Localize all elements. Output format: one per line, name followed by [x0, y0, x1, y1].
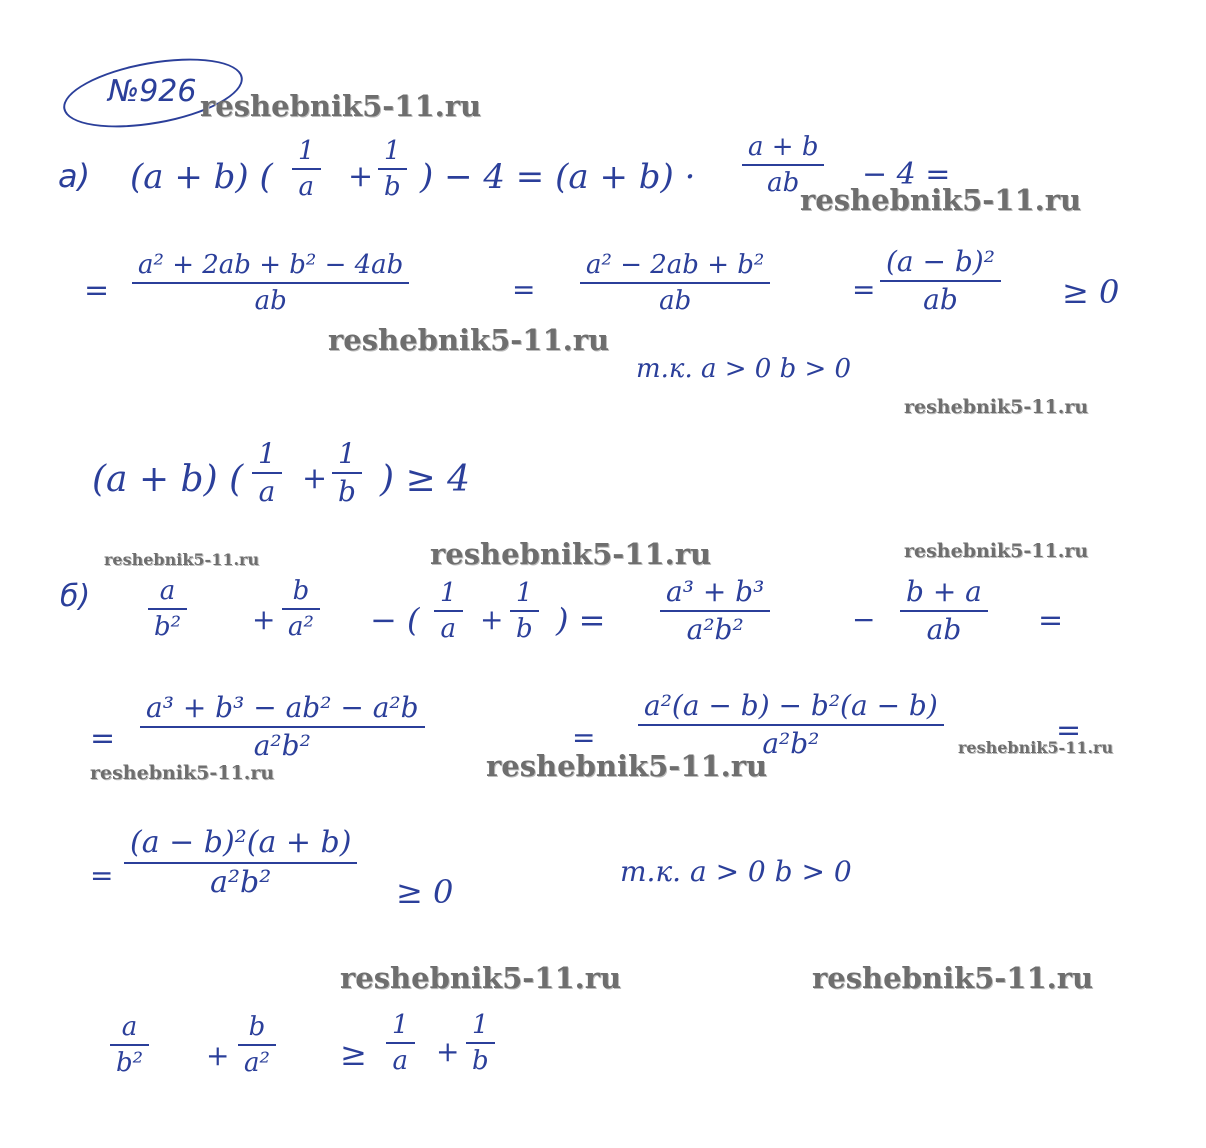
part-a-line1-frac2: 1 b [378, 138, 407, 200]
watermark: reshebnik5-11.ru [430, 537, 712, 571]
part-b-result-frac4: 1 b [466, 1012, 495, 1074]
part-b-line2-frac1: a³ + b³ − ab² − a²b a²b² [140, 694, 425, 760]
part-b-result-ge: ≥ [340, 1035, 367, 1073]
watermark: reshebnik5-11.ru [904, 396, 1089, 418]
part-b-line2-eq2: = [572, 721, 596, 754]
watermark: reshebnik5-11.ru [800, 183, 1082, 217]
part-a-result-frac2: 1 b [332, 440, 362, 506]
part-a-line2-frac1: a² + 2ab + b² − 4ab ab [132, 252, 409, 314]
part-a-line2-frac3: (a − b)² ab [880, 248, 1001, 314]
part-b-line1-frac6: b + a ab [900, 578, 988, 644]
part-b-line2-frac2: a²(a − b) − b²(a − b) a²b² [638, 692, 944, 758]
part-a-line2-frac2: a² − 2ab + b² ab [580, 252, 770, 314]
part-a-marker: а) [58, 157, 91, 195]
part-b-result-frac1: a b² [110, 1014, 149, 1076]
part-a-line2-eq2: = [512, 273, 536, 306]
watermark: reshebnik5-11.ru [328, 323, 610, 357]
part-a-line1-frac3: a + b ab [742, 134, 824, 196]
part-b-line1-minus2: − [852, 603, 876, 636]
part-b-result-plus2: + [436, 1035, 460, 1068]
part-b-line2-end: = [1056, 713, 1082, 748]
part-a-result-frac1: 1 a [252, 440, 282, 506]
watermark: reshebnik5-11.ru [200, 89, 482, 123]
part-b-result-plus: + [206, 1039, 230, 1072]
part-b-line1-eq: ) = [556, 601, 606, 639]
part-b-line1-frac5: a³ + b³ a²b² [660, 578, 770, 644]
part-a-result-left: (a + b) ( [92, 459, 244, 500]
part-a-line2-eq: = [84, 273, 110, 308]
part-b-line1-frac2: b a² [282, 578, 320, 640]
watermark: reshebnik5-11.ru [104, 550, 260, 569]
part-a-line1-plus: + [348, 159, 374, 194]
task-number: №926 [108, 74, 197, 109]
watermark: reshebnik5-11.ru [90, 762, 275, 784]
part-b-line3-end: ≥ 0 [396, 873, 454, 911]
watermark: reshebnik5-11.ru [958, 738, 1114, 757]
part-b-result-frac3: 1 a [386, 1012, 415, 1074]
part-a-line1-mid: ) − 4 = (a + b) · [420, 157, 696, 197]
part-a-line2-eq3: = [852, 273, 876, 306]
watermark: reshebnik5-11.ru [340, 961, 622, 995]
part-b-line1-frac1: a b² [148, 578, 187, 640]
part-a-line1-end: − 4 = [862, 157, 951, 192]
part-b-line1-frac4: 1 b [510, 580, 539, 642]
watermark: reshebnik5-11.ru [486, 749, 768, 783]
watermark: reshebnik5-11.ru [904, 540, 1089, 562]
part-b-marker: б) [60, 579, 91, 614]
part-b-line3-frac1: (a − b)²(a + b) a²b² [124, 828, 357, 898]
part-b-line1-plus2: + [480, 603, 504, 636]
part-b-line1-frac3: 1 a [434, 580, 463, 642]
part-b-line1-plus: + [252, 603, 276, 636]
part-b-line1-end: = [1038, 603, 1064, 638]
part-a-line1-frac1: 1 a [292, 138, 321, 200]
part-a-condition: т.к. a > 0 b > 0 [636, 354, 852, 384]
part-a-result-end: ) ≥ 4 [380, 459, 470, 500]
part-a-result-plus: + [302, 461, 328, 496]
part-a-line2-end: ≥ 0 [1062, 273, 1120, 311]
part-b-condition: т.к. a > 0 b > 0 [620, 855, 852, 888]
part-a-line1-left: (a + b) ( [130, 157, 273, 197]
part-b-result-frac2: b a² [238, 1014, 276, 1076]
part-b-line3-eq: = [90, 859, 114, 892]
watermark: reshebnik5-11.ru [812, 961, 1094, 995]
part-b-line1-minus: − ( [370, 601, 420, 639]
part-b-line2-eq: = [90, 721, 116, 756]
